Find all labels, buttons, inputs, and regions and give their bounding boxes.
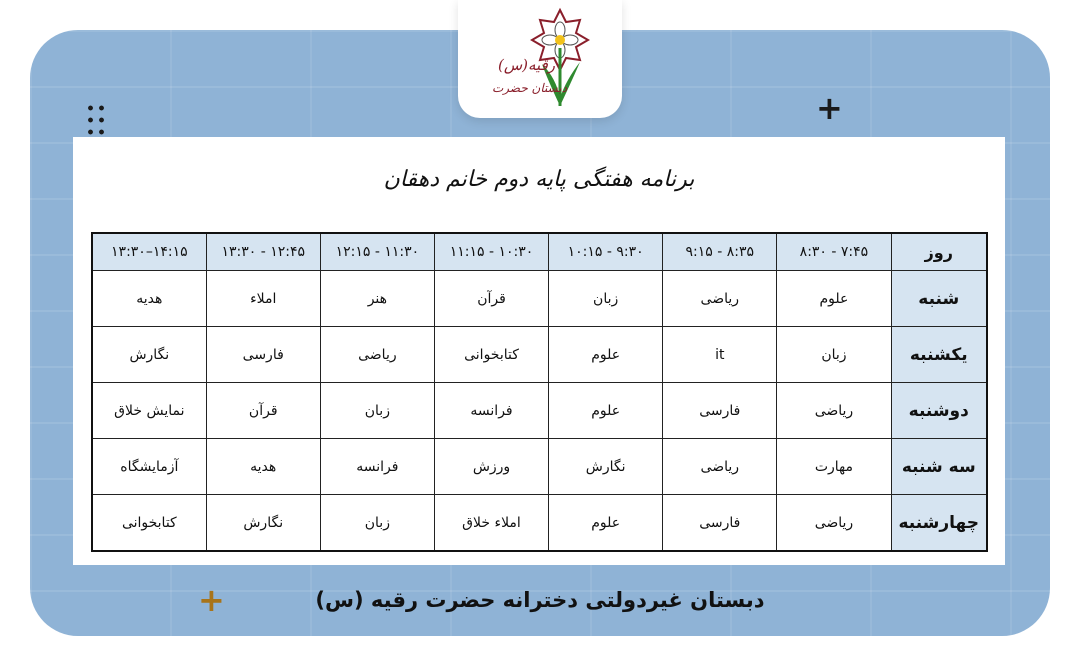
subject-cell: نگارش [549, 439, 663, 495]
subject-cell: کتابخوانی [434, 327, 548, 383]
subject-cell: فارسی [663, 495, 777, 552]
subject-cell: زبان [777, 327, 891, 383]
day-cell: یکشنبه [891, 327, 987, 383]
time-slot-header: ۹:۱۵ - ۸:۳۵ [663, 233, 777, 271]
table-header-row [92, 233, 987, 271]
school-logo [458, 0, 622, 118]
time-slot-header: ۱۲:۱۵ - ۱۱:۳۰ [320, 233, 434, 271]
subject-cell: قرآن [206, 383, 320, 439]
subject-cell: ریاضی [663, 271, 777, 327]
day-cell: دوشنبه [891, 383, 987, 439]
schedule-card [73, 137, 1005, 565]
subject-cell: ورزش [434, 439, 548, 495]
subject-cell: زبان [320, 383, 434, 439]
weekly-schedule-table [91, 232, 988, 552]
subject-cell: ریاضی [320, 327, 434, 383]
subject-cell: فارسی [663, 383, 777, 439]
plus-icon: + [816, 89, 843, 127]
subject-cell: علوم [549, 383, 663, 439]
subject-cell: فارسی [206, 327, 320, 383]
subject-cell: مهارت [777, 439, 891, 495]
subject-cell: نگارش [206, 495, 320, 552]
time-slot-header: ۱۳:۳۰–۱۴:۱۵ [92, 233, 206, 271]
subject-cell: ریاضی [777, 495, 891, 552]
subject-cell: املاء خلاق [434, 495, 548, 552]
subject-cell: فرانسه [320, 439, 434, 495]
plus-icon-gold: + [198, 581, 225, 619]
page-title: برنامه هفتگی پایه دوم خانم دهقان [383, 167, 695, 192]
logo-text-line1: رقیه(س) [498, 56, 555, 74]
subject-cell: زبان [320, 495, 434, 552]
subject-cell: علوم [549, 327, 663, 383]
subject-cell: هدیه [206, 439, 320, 495]
subject-cell: هدیه [92, 271, 206, 327]
table-row [92, 495, 987, 552]
subject-cell: املاء [206, 271, 320, 327]
subject-cell: it [663, 327, 777, 383]
logo-text-line2: دبستان حضرت [492, 81, 568, 95]
day-column-header: روز [891, 233, 987, 271]
time-slot-header: ۱۳:۳۰ - ۱۲:۴۵ [206, 233, 320, 271]
time-slot-header: ۱۱:۱۵ - ۱۰:۳۰ [434, 233, 548, 271]
subject-cell: فرانسه [434, 383, 548, 439]
subject-cell: کتابخوانی [92, 495, 206, 552]
subject-cell: هنر [320, 271, 434, 327]
subject-cell: قرآن [434, 271, 548, 327]
subject-cell: آزمایشگاه [92, 439, 206, 495]
day-cell: چهارشنبه [891, 495, 987, 552]
day-cell: سه شنبه [891, 439, 987, 495]
subject-cell: نگارش [92, 327, 206, 383]
subject-cell: علوم [777, 271, 891, 327]
table-row [92, 439, 987, 495]
day-cell: شنبه [891, 271, 987, 327]
table-row [92, 383, 987, 439]
school-name-footer: دبستان غیردولتی دخترانه حضرت رقیه (س) [315, 588, 765, 612]
subject-cell: زبان [549, 271, 663, 327]
subject-cell: نمایش خلاق [92, 383, 206, 439]
time-slot-header: ۱۰:۱۵ - ۹:۳۰ [549, 233, 663, 271]
table-row [92, 327, 987, 383]
time-slot-header: ۸:۳۰ - ۷:۴۵ [777, 233, 891, 271]
narcissus-flower-icon [476, 6, 604, 114]
subject-cell: علوم [549, 495, 663, 552]
subject-cell: ریاضی [777, 383, 891, 439]
table-row [92, 271, 987, 327]
subject-cell: ریاضی [663, 439, 777, 495]
